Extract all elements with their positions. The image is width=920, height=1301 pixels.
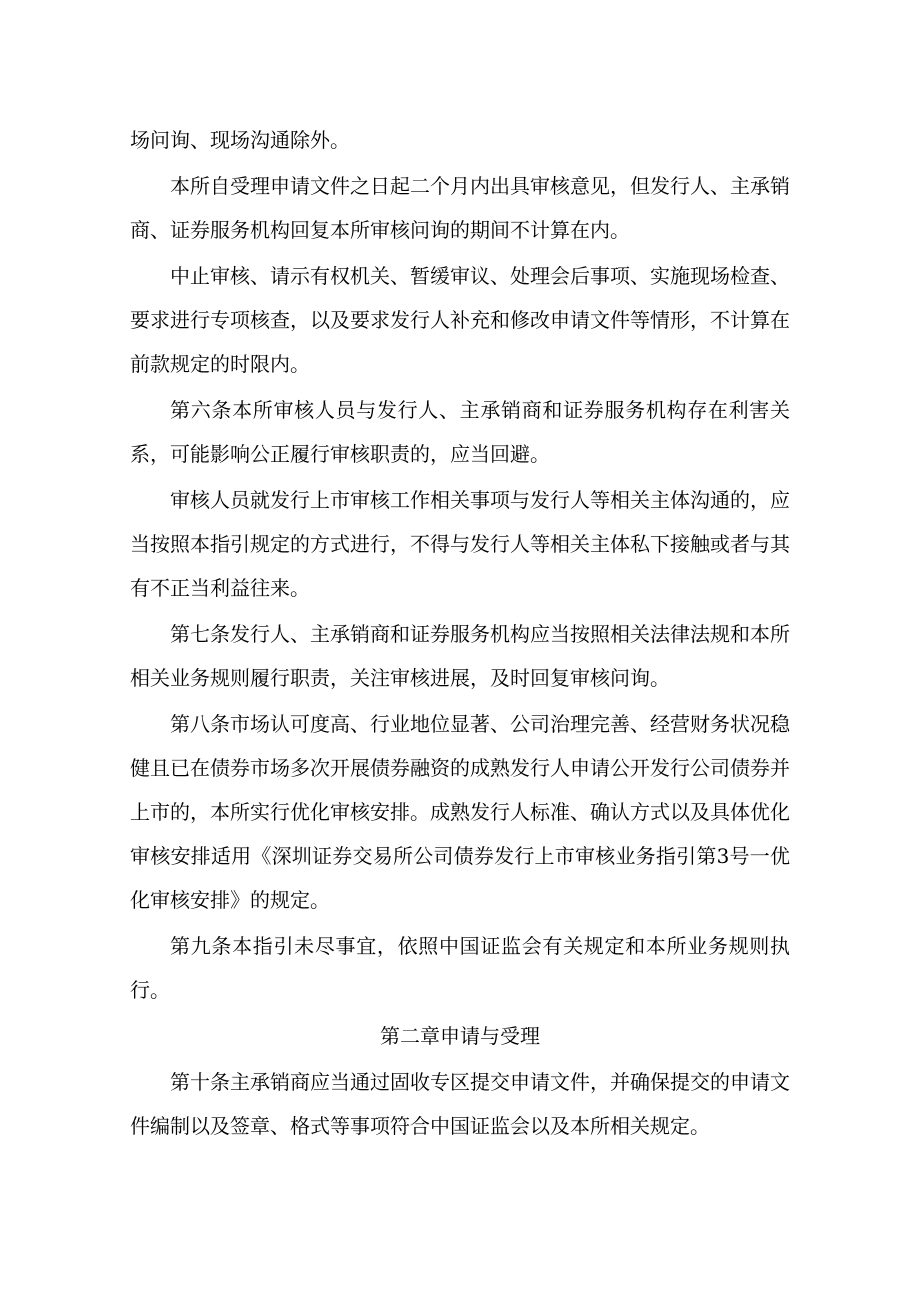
paragraph-article-7: 第七条发行人、主承销商和证券服务机构应当按照相关法律法规和本所相关业务规则履行职责，关注审核进展，及时回复审核问询。 <box>130 622 790 690</box>
paragraph-article-10: 第十条主承销商应当通过固收专区提交申请文件，并确保提交的申请文件编制以及签章、格式等事项符合中国证监会以及本所相关规定。 <box>130 1070 790 1138</box>
paragraph-article-9: 第九条本指引未尽事宜，依照中国证监会有关规定和本所业务规则执行。 <box>130 934 790 1002</box>
chapter-title: 第二章申请与受理 <box>380 1024 540 1048</box>
paragraph-article-6: 第六条本所审核人员与发行人、主承销商和证券服务机构存在利害关系，可能影响公正履行审核职责的，应当回避。 <box>130 398 790 466</box>
paragraph-continued: 场问询、现场沟通除外。 <box>130 128 350 152</box>
paragraph-time-exclusions: 中止审核、请示有权机关、暂缓审议、处理会后事项、实施现场检查、要求进行专项核查，以及要求发行人补充和修改申请文件等情形，不计算在前款规定的时限内。 <box>130 264 790 376</box>
paragraph-article-8: 第八条市场认可度高、行业地位显著、公司治理完善、经营财务状况稳健且已在债券市场多次开展债券融资的成熟发行人申请公开发行公司债券并上市的，本所实行优化审核安排。成熟发行人标准、确认方式以及具体优化审核安排适用《深圳证券交易所公司债券发行上市审核业务指引第3号一优化审核安排》的规定。 <box>130 712 790 912</box>
paragraph-review-period: 本所自受理申请文件之日起二个月内出具审核意见，但发行人、主承销商、证券服务机构回复本所审核问询的期间不计算在内。 <box>130 174 790 242</box>
document-body <box>130 118 790 1150</box>
paragraph-reviewer-communication: 审核人员就发行上市审核工作相关事项与发行人等相关主体沟通的，应当按照本指引规定的方式进行，不得与发行人等相关主体私下接触或者与其有不正当利益往来。 <box>130 488 790 600</box>
